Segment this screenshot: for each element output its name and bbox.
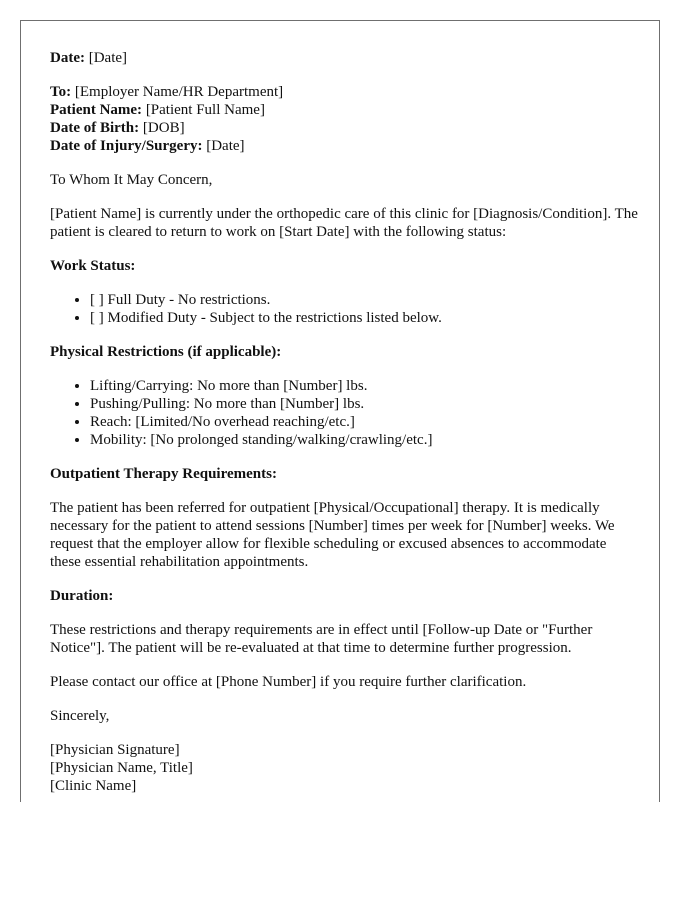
to-line [50,83,640,101]
patient-name-value: [Patient Full Name] [145,102,265,118]
work-status-item: • [ ] Full Duty - No restrictions. [90,291,640,309]
injury-date-label: Date of Injury/Surgery: [50,138,203,154]
letter-page [20,20,660,802]
injury-date-line [50,137,640,155]
work-status-heading: Work Status: [50,258,136,274]
dob-value: [DOB] [142,120,185,136]
restriction-item: • Pushing/Pulling: No more than [Number] lbs. [90,395,640,413]
recipient-block [50,83,640,155]
duration-paragraph: These restrictions and therapy requirements are in effect until [Follow-up Date or "Further Notice"]. The patient will be re-evaluated at that time to determine further progression. [50,622,593,656]
to-value: [Employer Name/HR Department] [74,84,284,100]
physical-restrictions-heading: Physical Restrictions (if applicable): [50,344,282,360]
dob-label: Date of Birth: [50,120,140,136]
clinic-name-line: [Clinic Name] [50,778,137,794]
letter-content [50,49,640,795]
work-status-item: • [ ] Modified Duty - Subject to the restrictions listed below. [90,309,640,327]
duration-heading: Duration: [50,588,114,604]
salutation: To Whom It May Concern, [50,172,213,188]
therapy-paragraph: The patient has been referred for outpatient [Physical/Occupational] therapy. It is medically necessary for the patient to attend sessions [Number] times per week for [Number] weeks. We request that the employer allow for flexible scheduling or excused absences to accommodate these essential rehabilitation appointments. [50,500,615,570]
contact-paragraph: Please contact our office at [Phone Number] if you require further clarification. [50,674,527,690]
physician-name-line: [Physician Name, Title] [50,760,193,776]
work-status-list [50,291,640,327]
date-label: Date: [50,50,85,66]
closing: Sincerely, [50,708,110,724]
patient-name-label: Patient Name: [50,102,143,118]
physical-restrictions-list [50,377,640,449]
signature-line: [Physician Signature] [50,742,180,758]
injury-date-value: [Date] [206,138,245,154]
restriction-item: • Lifting/Carrying: No more than [Number] lbs. [90,377,640,395]
dob-line [50,119,640,137]
restriction-item: • Reach: [Limited/No overhead reaching/etc.] [90,413,640,431]
therapy-heading: Outpatient Therapy Requirements: [50,466,277,482]
patient-name-line [50,101,640,119]
intro-paragraph: [Patient Name] is currently under the orthopedic care of this clinic for [Diagnosis/Condition]. The patient is cleared to return to work on [Start Date] with the following status: [50,206,638,240]
date-line [50,49,640,67]
restriction-item: • Mobility: [No prolonged standing/walking/crawling/etc.] [90,431,640,449]
date-value: [Date] [88,50,128,66]
signature-block [50,741,640,795]
to-label: To: [50,84,72,100]
